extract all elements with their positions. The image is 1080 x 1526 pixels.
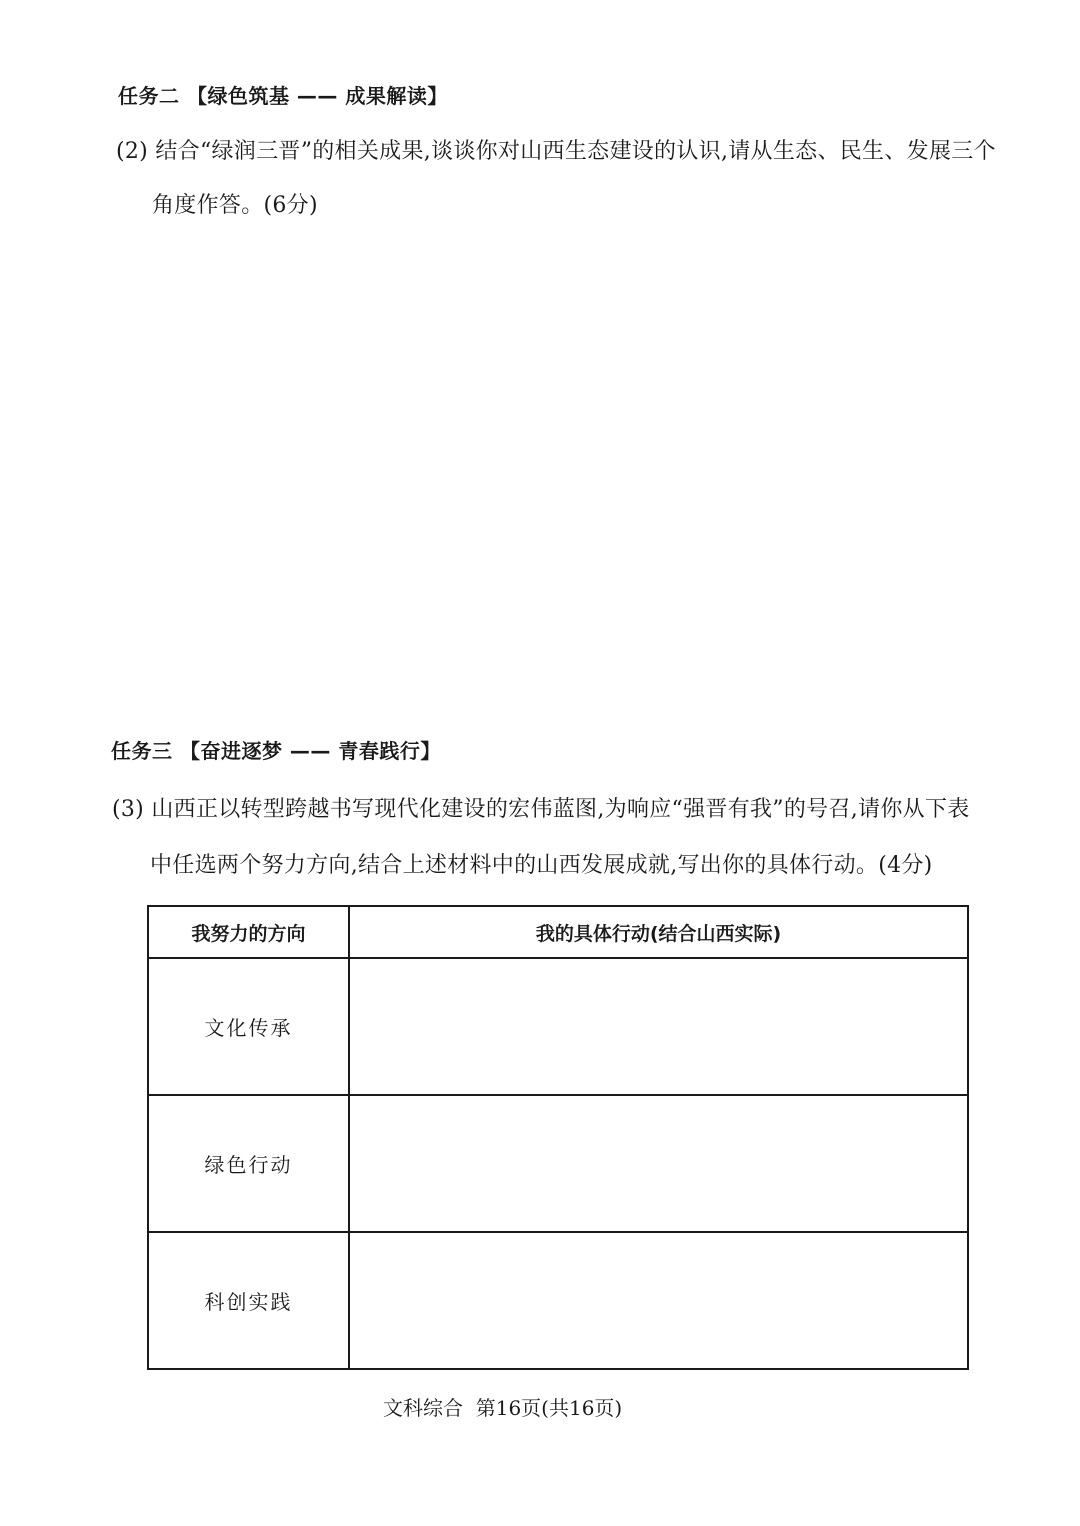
table-row [148, 1095, 968, 1232]
header-action: 我的具体行动(结合山西实际) [349, 906, 968, 958]
question2-answer-area[interactable] [110, 240, 970, 710]
table-header-row [148, 906, 968, 958]
direction-cell-culture: 文化传承 [148, 958, 349, 1095]
question2-text-line1: (2) 结合“绿润三晋”的相关成果,谈谈你对山西生态建设的认识,请从生态、民生、发展三个 [116, 139, 996, 164]
question3-text-line2: 中任选两个努力方向,结合上述材料中的山西发展成就,写出你的具体行动。(4分) [150, 853, 933, 878]
question3-text-line1: (3) 山西正以转型跨越书写现代化建设的宏伟蓝图,为响应“强晋有我”的号召,请你从下表 [112, 797, 970, 822]
direction-cell-innovation: 科创实践 [148, 1232, 349, 1369]
action-input-green[interactable] [350, 1094, 967, 1229]
direction-cell-green: 绿色行动 [148, 1095, 349, 1232]
action-input-innovation[interactable] [350, 1231, 967, 1366]
action-cell-innovation[interactable] [349, 1232, 968, 1369]
table-row [148, 958, 968, 1095]
action-cell-green[interactable] [349, 1095, 968, 1232]
question2-text-line2: 角度作答。(6分) [152, 193, 318, 218]
task3-heading: 任务三 【奋进逐梦 —— 青春践行】 [111, 739, 441, 763]
action-cell-culture[interactable] [349, 958, 968, 1095]
task2-heading: 任务二 【绿色筑基 —— 成果解读】 [118, 84, 448, 108]
page-footer: 文科综合 第16页(共16页) [383, 1396, 623, 1420]
action-input-culture[interactable] [350, 957, 967, 1092]
header-direction: 我努力的方向 [148, 906, 349, 958]
answer-table [147, 905, 969, 1370]
table-row [148, 1232, 968, 1369]
